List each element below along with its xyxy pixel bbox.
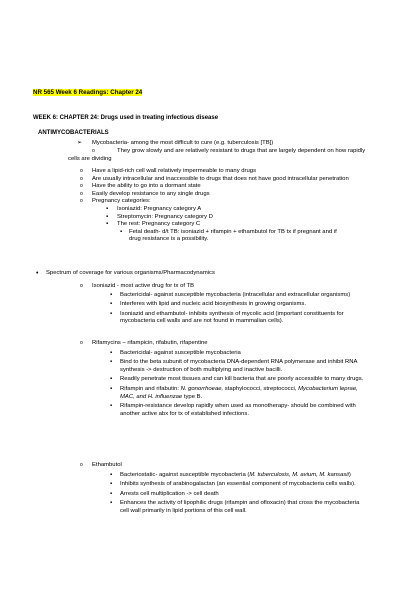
list-item: o Pregnancy categories: — [80, 198, 151, 205]
circle-bullet-icon: o — [92, 148, 95, 154]
list-item: ▪ Isoniazid: Pregnancy category A — [106, 205, 202, 212]
list-item: ▪ Bacteriostatic- against susceptible mycobacteria (M. tuberculosis, M. avium, M. kansasii) — [110, 471, 351, 478]
square-bullet-icon: ▪ — [110, 500, 113, 507]
list-item: ▪ Bind to the beta subunit of mycobacteria DNA-dependent RNA polymerase and inhibit RNA synthesis -> destruction of both multiplying and inactive bacilli. — [110, 359, 358, 373]
list-item: ▪ Inhibits synthesis of arabinogalactan (an essential component of mycobacteria cells walls). — [110, 481, 356, 488]
list-item: o Have the ability to go into a dormant state — [80, 183, 201, 190]
square-bullet-icon: ▪ — [110, 349, 113, 356]
circle-bullet-icon: o — [80, 283, 83, 289]
list-item: ▪ The rest: Pregnancy category C — [106, 221, 201, 228]
square-bullet-icon: ▪ — [110, 471, 113, 478]
week-heading: WEEK 6: CHAPTER 24: Drugs used in treating infectious disease — [33, 115, 219, 121]
intro-block — [0, 140, 400, 154]
rifamycins-heading: Rifamycins – rifampicin, rifabutin, rifapentine — [92, 340, 208, 346]
intro-sub-block — [0, 148, 400, 163]
square-bullet-icon: ▪ — [110, 376, 113, 383]
dot-bullet-icon: • — [36, 270, 39, 277]
list-item: o Easily develop resistance to any single drugs — [80, 190, 210, 197]
circle-bullet-icon: o — [80, 340, 83, 346]
ethambutol-heading: Ethambutol — [92, 462, 122, 468]
rifamycins-block — [0, 340, 400, 418]
square-bullet-icon: ▪ — [110, 310, 113, 317]
list-item: ▪ Bactericidal- against susceptible mycobacteria (intracellular and extracellular organisms) — [110, 291, 351, 298]
list-item: ▪ Readily penetrate most tissues and can kill bacteria that are poorly accessible to many drugs. — [110, 376, 364, 383]
list-item: ▪ Bactericidal- against susceptible mycobacteria — [110, 349, 241, 356]
arrow-bullet-icon: ➢ — [77, 140, 83, 146]
spectrum-block — [0, 270, 400, 278]
list-item: o Have a lipid-rich cell wall relatively impermeable to many drugs — [80, 168, 257, 174]
circle-bullet-icon: o — [80, 190, 83, 197]
square-bullet-icon: ▪ — [106, 205, 109, 212]
list-item: ▪ Arrests cell multiplication -> cell death — [110, 490, 219, 497]
intro-sub-paragraph: They grow slowly and are relatively resistant to drugs that are largely dependent on how rapidly cells are dividing — [68, 148, 366, 162]
circle-bullet-icon: o — [80, 175, 83, 182]
square-bullet-icon: ▪ — [110, 403, 113, 410]
list-item: ▪ Rifampin and rifabutin: N. gonorrhoeae, staphylococci, streptococci, Mycobacterium leprae, MAC, and H. influenzae type B. — [110, 385, 358, 400]
document-title: NR 565 Week 6 Readings: Chapter 24 — [33, 89, 143, 96]
square-bullet-icon: ▪ — [110, 291, 113, 298]
list-item: o Are usually intracellular and inaccessible to drugs that does not have good intracellular penetration — [80, 175, 349, 182]
square-bullet-icon: ▪ — [110, 490, 113, 497]
circle-bullet-icon: o — [80, 462, 83, 468]
list-item: ▪ Fetal death- d/t TB: isoniazid + rifampin + ethambutol for TB tx if pregnant and if drug resistance is a possibility. — [120, 228, 337, 243]
list-item: ▪ Enhances the activity of lipophilic drugs (rifampin and ofloxacin) that cross the mycobacteria cell wall primarily in lipid portions of this cell wall. — [110, 500, 360, 514]
isoniazid-block — [0, 283, 400, 326]
ethambutol-block — [0, 462, 400, 516]
square-bullet-icon: ▪ — [120, 228, 123, 235]
list-item: ▪ Rifampin-resistance develop rapidly when used as monotherapy- should be combined with another active abx for tx of established infections. — [110, 403, 356, 417]
list-item — [0, 340, 400, 348]
square-bullet-icon: ▪ — [106, 213, 109, 220]
list-item — [0, 462, 400, 470]
traits-list — [0, 168, 400, 244]
circle-bullet-icon: o — [80, 168, 83, 174]
list-item: ▪ Streptomycin: Pregnancy category D — [106, 213, 213, 220]
square-bullet-icon: ▪ — [110, 481, 113, 488]
list-item: ▪ Interferes with lipid and nucleic acid biosynthesis in growing organisms. — [110, 301, 306, 308]
square-bullet-icon: ▪ — [110, 301, 113, 308]
list-item — [0, 283, 400, 291]
circle-bullet-icon: o — [80, 198, 83, 205]
section-heading: ANTIMYCOBACTERIALS — [38, 130, 109, 136]
isoniazid-heading: Isoniazid - most active drug for tx of TB — [92, 283, 195, 289]
list-item — [0, 270, 400, 278]
square-bullet-icon: ▪ — [106, 221, 109, 228]
circle-bullet-icon: o — [80, 183, 83, 190]
list-item: ▪ Isoniazid and ethambutol- inhibits synthesis of mycolic acid (important constituents for mycobacteria cell walls and are not found in mammalian cells). — [110, 310, 344, 325]
square-bullet-icon: ▪ — [110, 385, 113, 392]
spectrum-heading: Spectrum of coverage for various organisms/Pharmacodynamics — [46, 270, 215, 276]
square-bullet-icon: ▪ — [110, 359, 113, 366]
intro-text: Mycobacteria- among the most difficult to cure (e.g. tuberculosis [TB]) — [92, 140, 274, 146]
